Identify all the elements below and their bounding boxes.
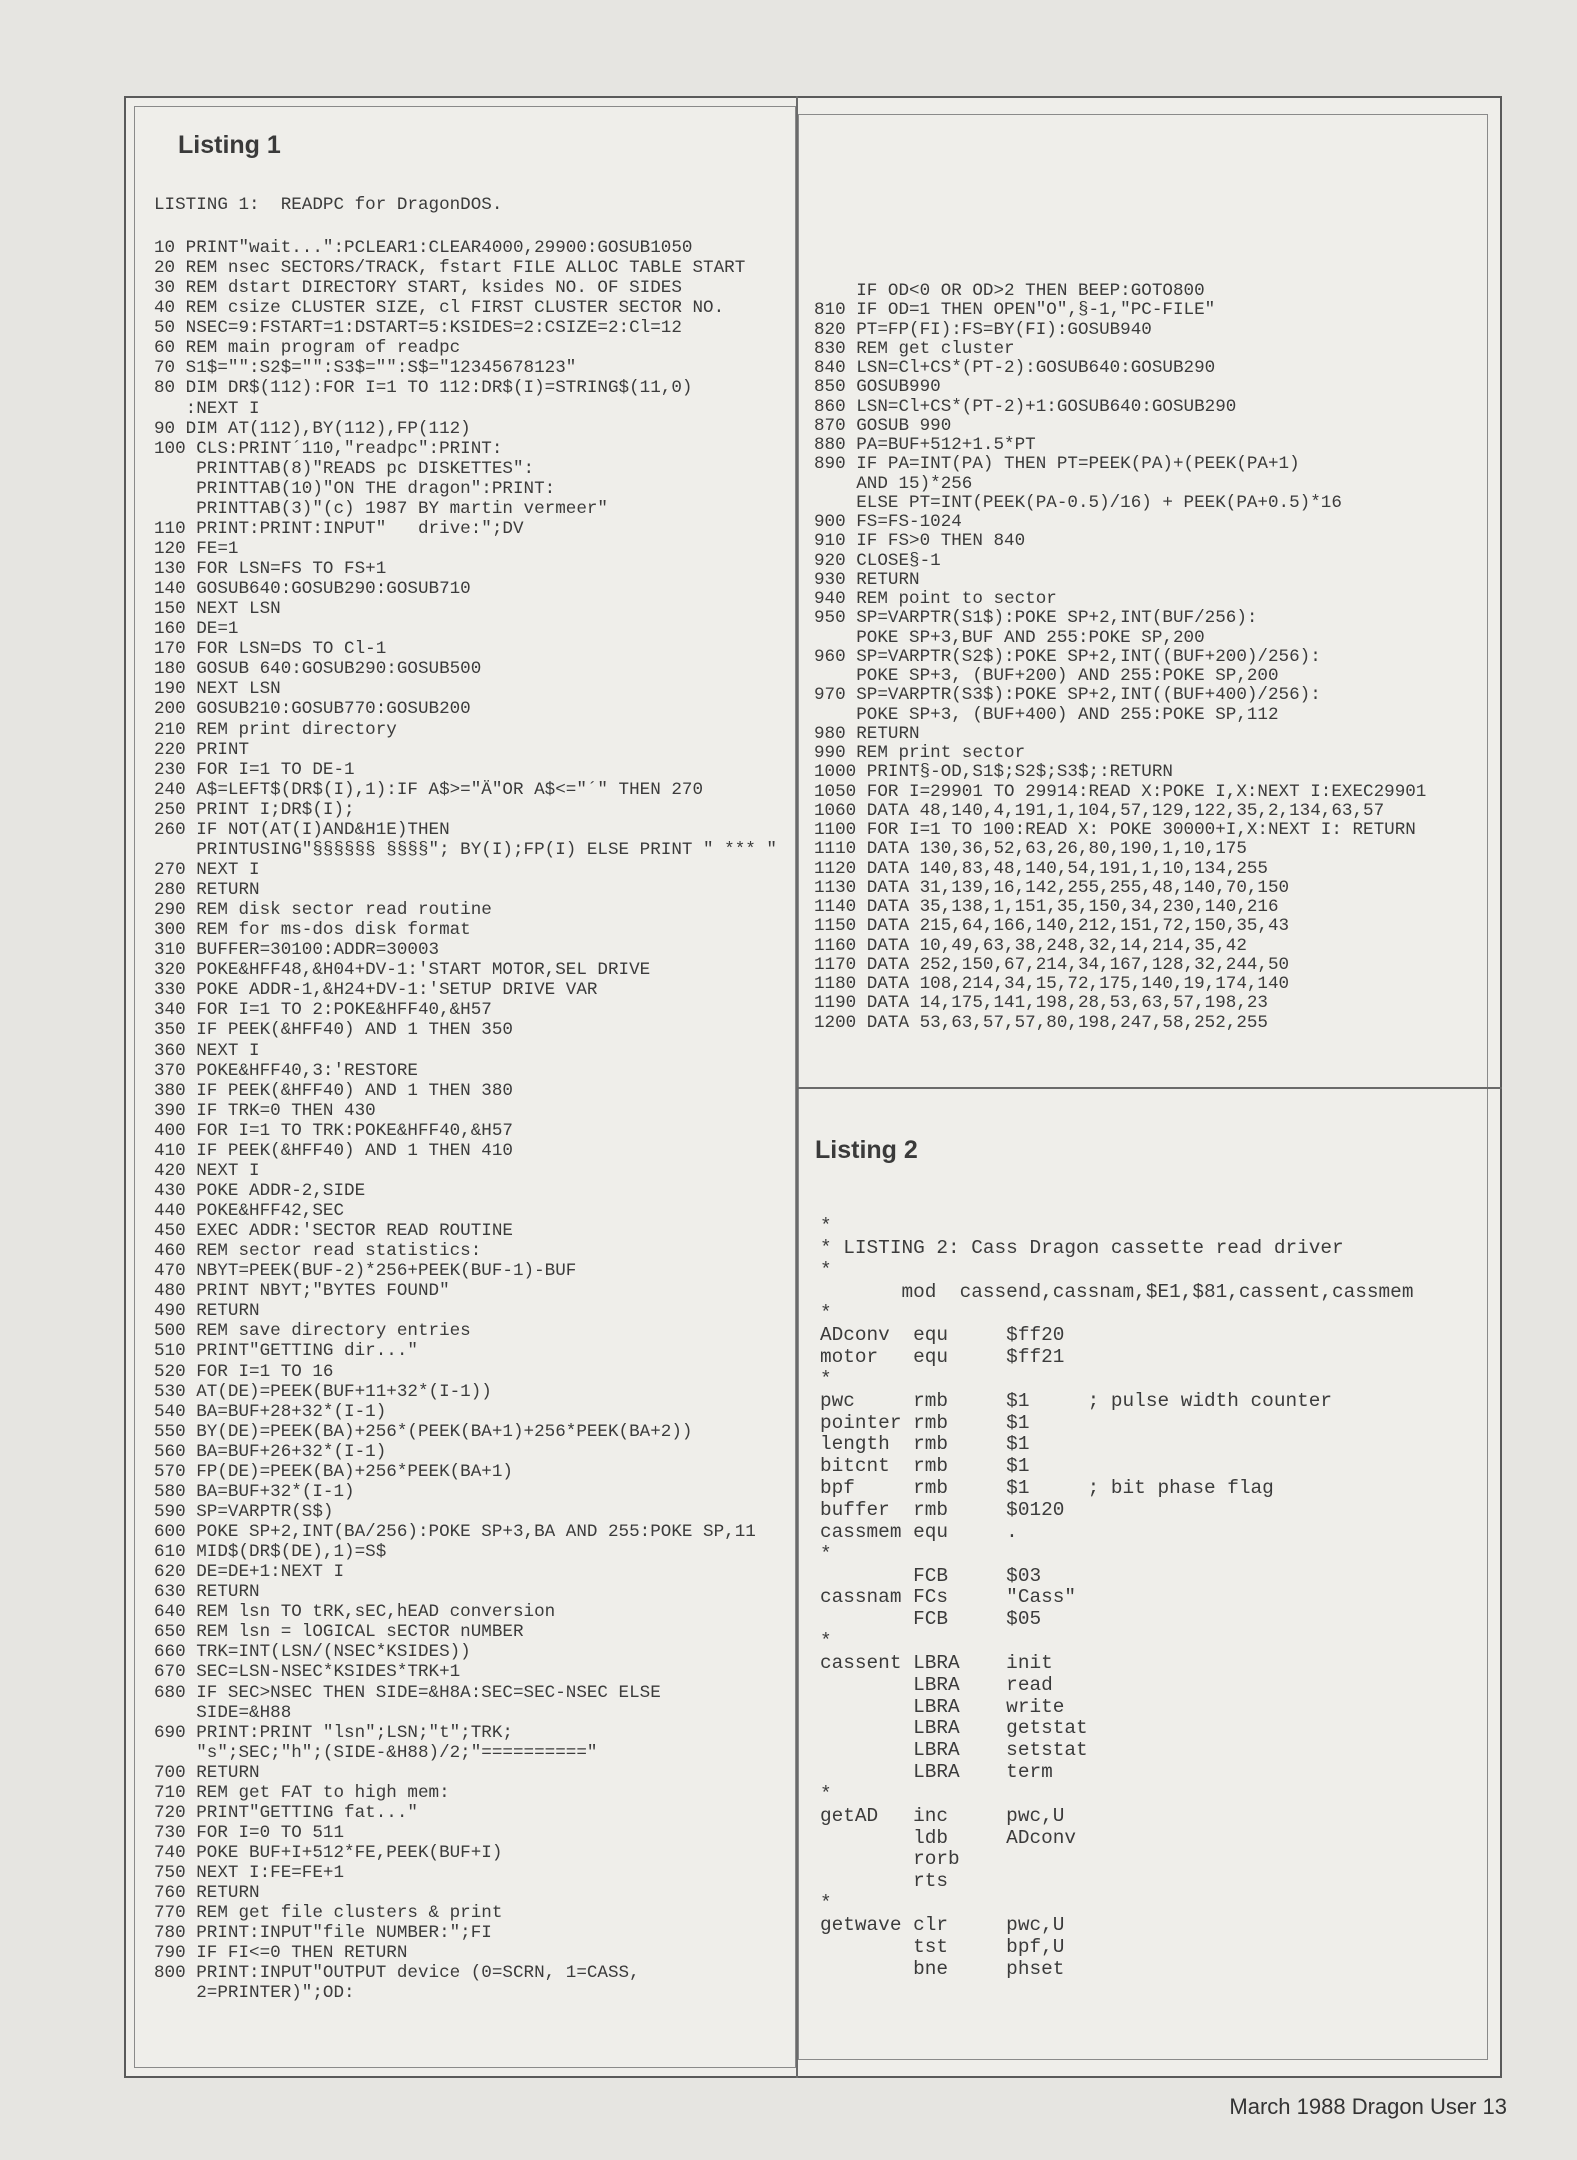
asm-line: length rmb $1 (820, 1433, 1030, 1456)
code-line: 350 IF PEEK(&HFF40) AND 1 THEN 350 (154, 1020, 513, 1041)
code-line: 750 NEXT I:FE=FE+1 (154, 1863, 345, 1884)
code-line: 690 PRINT:PRINT "lsn";LSN;"t";TRK; (154, 1722, 513, 1743)
code-line: 850 GOSUB990 (814, 377, 941, 398)
code-line: 720 PRINT"GETTING fat..." (154, 1802, 418, 1823)
asm-line: * (820, 1258, 832, 1281)
asm-line: bne phset (820, 1957, 1065, 1980)
code-line: 1170 DATA 252,150,67,214,34,167,128,32,244,50 (814, 954, 1290, 975)
code-line: 440 POKE&HFF42,SEC (154, 1201, 345, 1221)
section-divider (798, 1087, 1502, 1089)
code-line: 940 REM point to sector (814, 589, 1057, 609)
code-line: 590 SP=VARPTR(S$) (154, 1501, 334, 1522)
code-line: 20 REM nsec SECTORS/TRACK, fstart FILE ALLOC TABLE START (154, 258, 746, 279)
code-line: 330 POKE ADDR-1,&H24+DV-1:'SETUP DRIVE VAR (154, 980, 598, 1001)
code-line: 120 FE=1 (154, 538, 239, 559)
code-line: 990 REM print sector (814, 743, 1026, 763)
listing-1-heading: Listing 1 (178, 131, 281, 159)
code-line: 980 RETURN (814, 723, 920, 744)
asm-line: tst bpf,U (820, 1935, 1065, 1958)
asm-line: LBRA term (820, 1761, 1053, 1784)
code-line: 570 FP(DE)=PEEK(BA)+256*PEEK(BA+1) (154, 1461, 513, 1482)
code-line: 270 NEXT I (154, 859, 260, 880)
code-line: 950 SP=VARPTR(S1$):POKE SP+2,INT(BUF/256): (814, 608, 1258, 629)
code-line: 840 LSN=Cl+CS*(PT-2):GOSUB640:GOSUB290 (814, 358, 1216, 378)
code-line: 130 FOR LSN=FS TO FS+1 (154, 559, 387, 579)
code-line: 1110 DATA 130,36,52,63,26,80,190,1,10,175 (814, 839, 1247, 860)
code-line: 190 NEXT LSN (154, 679, 281, 700)
code-line: 870 GOSUB 990 (814, 415, 952, 436)
code-line: 1050 FOR I=29901 TO 29914:READ X:POKE I,X:NEXT I:EXEC29901 (814, 781, 1427, 802)
code-line: 150 NEXT LSN (154, 599, 281, 620)
asm-line: * (820, 1542, 832, 1565)
code-line: 140 GOSUB640:GOSUB290:GOSUB710 (154, 579, 471, 600)
asm-line: ADconv equ $ff20 (820, 1324, 1065, 1347)
code-line: 910 IF FS>0 THEN 840 (814, 531, 1026, 552)
asm-line: LBRA getstat (820, 1717, 1088, 1740)
code-line: 160 DE=1 (154, 619, 239, 640)
code-line: 1100 FOR I=1 TO 100:READ X: POKE 30000+I,X:NEXT I: RETURN (814, 820, 1416, 840)
code-line: 240 A$=LEFT$(DR$(I),1):IF A$>="Ä"OR A$<="´" THEN 270 (154, 779, 704, 800)
listing-2-code (820, 1216, 1413, 1981)
code-line: 70 S1$="":S2$="":S3$="":S$="12345678123" (154, 358, 577, 379)
code-line: 550 BY(DE)=PEEK(BA)+256*(PEEK(BA+1)+256*PEEK(BA+2)) (154, 1421, 693, 1442)
code-line: 60 REM main program of readpc (154, 338, 461, 359)
code-line: 500 REM save directory entries (154, 1321, 471, 1342)
code-line: 1000 PRINT§-OD,S1$;S2$;S3$;:RETURN (814, 762, 1173, 783)
code-line: 1120 DATA 140,83,48,140,54,191,1,10,134,255 (814, 858, 1268, 879)
code-line: 1200 DATA 53,63,57,57,80,198,247,58,252,255 (814, 1012, 1268, 1033)
code-line: 40 REM csize CLUSTER SIZE, cl FIRST CLUSTER SECTOR NO. (154, 298, 725, 319)
asm-line: mod cassend,cassnam,$E1,$81,cassent,cassmem (820, 1280, 1414, 1303)
code-line: 790 IF FI<=0 THEN RETURN (154, 1943, 408, 1964)
code-line: 10 PRINT"wait...":PCLEAR1:CLEAR4000,29900:GOSUB1050 (154, 238, 693, 258)
code-line: 420 NEXT I (154, 1160, 260, 1181)
asm-line: LBRA write (820, 1695, 1065, 1718)
page-footer: March 1988 Dragon User 13 (1229, 2094, 1507, 2119)
asm-line: ldb ADconv (820, 1826, 1076, 1849)
code-line: 650 REM lsn = lOGICAL sECTOR nUMBER (154, 1622, 524, 1643)
code-line: PRINTTAB(3)"(c) 1987 BY martin vermeer" (154, 498, 608, 519)
asm-line: cassent LBRA init (820, 1651, 1053, 1674)
listing-1-code (154, 238, 777, 2004)
code-line: POKE SP+3,BUF AND 255:POKE SP,200 (814, 627, 1205, 648)
asm-line: rorb (820, 1848, 960, 1871)
code-line: 310 BUFFER=30100:ADDR=30003 (154, 940, 440, 961)
code-line: 220 PRINT (154, 739, 250, 760)
code-line: 180 GOSUB 640:GOSUB290:GOSUB500 (154, 659, 482, 680)
code-line: 760 RETURN (154, 1883, 260, 1904)
code-line: 260 IF NOT(AT(I)AND&H1E)THEN (154, 819, 450, 840)
code-line: 290 REM disk sector read routine (154, 900, 492, 921)
code-line: 460 REM sector read statistics: (154, 1241, 482, 1262)
code-line: SIDE=&H88 (154, 1702, 292, 1723)
code-line: 600 POKE SP+2,INT(BA/256):POKE SP+3,BA AND 255:POKE SP,11 (154, 1522, 756, 1542)
code-line: 640 REM lsn TO tRK,sEC,hEAD conversion (154, 1602, 556, 1623)
code-line: 920 CLOSE§-1 (814, 550, 941, 571)
code-line: 1180 DATA 108,214,34,15,72,175,140,19,174,140 (814, 974, 1290, 994)
code-line: 510 PRINT"GETTING dir..." (154, 1341, 418, 1362)
code-line: 860 LSN=Cl+CS*(PT-2)+1:GOSUB640:GOSUB290 (814, 396, 1237, 417)
code-line: 960 SP=VARPTR(S2$):POKE SP+2,INT((BUF+200)/256): (814, 646, 1321, 667)
code-line: 700 RETURN (154, 1762, 260, 1783)
code-line: 50 NSEC=9:FSTART=1:DSTART=5:KSIDES=2:CSIZE=2:Cl=12 (154, 318, 682, 339)
code-line: 1160 DATA 10,49,63,38,248,32,14,214,35,42 (814, 935, 1247, 956)
asm-line: rts (820, 1870, 948, 1893)
code-line: 470 NBYT=PEEK(BUF-2)*256+PEEK(BUF-1)-BUF (154, 1261, 577, 1282)
code-line: 540 BA=BUF+28+32*(I-1) (154, 1401, 387, 1422)
code-line: 320 POKE&HFF48,&H04+DV-1:'START MOTOR,SEL DRIVE (154, 960, 651, 981)
code-line: 670 SEC=LSN-NSEC*KSIDES*TRK+1 (154, 1662, 461, 1683)
asm-line: * (820, 1215, 832, 1237)
code-line: 1150 DATA 215,64,166,140,212,151,72,150,35,43 (814, 916, 1290, 937)
asm-line: bpf rmb $1 ; bit phase flag (820, 1477, 1274, 1500)
code-line: 710 REM get FAT to high mem: (154, 1782, 450, 1803)
code-line: 680 IF SEC>NSEC THEN SIDE=&H8A:SEC=SEC-NSEC ELSE (154, 1682, 661, 1703)
code-line: 630 RETURN (154, 1582, 260, 1603)
code-line: 450 EXEC ADDR:'SECTOR READ ROUTINE (154, 1221, 513, 1242)
asm-line: FCB $05 (820, 1608, 1042, 1631)
code-line: 820 PT=FP(FI):FS=BY(FI):GOSUB940 (814, 319, 1152, 340)
code-line: 380 IF PEEK(&HFF40) AND 1 THEN 380 (154, 1080, 513, 1101)
code-line: 770 REM get file clusters & print (154, 1903, 503, 1924)
code-line: :NEXT I (154, 398, 260, 419)
code-line: 730 FOR I=0 TO 511 (154, 1822, 345, 1843)
code-line: 580 BA=BUF+32*(I-1) (154, 1481, 355, 1502)
asm-line: getwave clr pwc,U (820, 1914, 1065, 1936)
code-line: 1190 DATA 14,175,141,198,28,53,63,57,198,23 (814, 993, 1268, 1014)
code-line: 300 REM for ms-dos disk format (154, 920, 471, 941)
code-line: 30 REM dstart DIRECTORY START, ksides NO. OF SIDES (154, 278, 682, 299)
code-line: 400 FOR I=1 TO TRK:POKE&HFF40,&H57 (154, 1120, 513, 1141)
asm-line: cassmem equ . (820, 1520, 1018, 1543)
code-line: 280 RETURN (154, 880, 260, 900)
code-line: 90 DIM AT(112),BY(112),FP(112) (154, 418, 471, 439)
code-line: PRINTUSING"§§§§§§ §§§§"; BY(I);FP(I) ELSE PRINT " *** " (154, 839, 777, 860)
code-line: ELSE PT=INT(PEEK(PA-0.5)/16) + PEEK(PA+0.5)*16 (814, 492, 1342, 513)
code-line: 200 GOSUB210:GOSUB770:GOSUB200 (154, 699, 471, 720)
code-line: 430 POKE ADDR-2,SIDE (154, 1180, 366, 1201)
code-line: 80 DIM DR$(112):FOR I=1 TO 112:DR$(I)=STRING$(11,0) (154, 378, 693, 399)
code-line: POKE SP+3, (BUF+200) AND 255:POKE SP,200 (814, 666, 1279, 686)
asm-line: cassnam FCs "Cass" (820, 1586, 1076, 1609)
code-line: 530 AT(DE)=PEEK(BUF+11+32*(I-1)) (154, 1381, 492, 1402)
code-line: 390 IF TRK=0 THEN 430 (154, 1100, 376, 1121)
code-line: 610 MID$(DR$(DE),1)=S$ (154, 1542, 387, 1563)
code-line: 520 FOR I=1 TO 16 (154, 1361, 334, 1382)
code-line: 360 NEXT I (154, 1040, 260, 1061)
asm-line: pwc rmb $1 ; pulse width counter (820, 1389, 1332, 1412)
code-line: 250 PRINT I;DR$(I); (154, 799, 355, 820)
asm-line: pointer rmb $1 (820, 1411, 1030, 1434)
code-line: 410 IF PEEK(&HFF40) AND 1 THEN 410 (154, 1140, 513, 1161)
code-line: 370 POKE&HFF40,3:'RESTORE (154, 1060, 418, 1081)
code-line: 340 FOR I=1 TO 2:POKE&HFF40,&H57 (154, 1000, 492, 1021)
code-line: "s";SEC;"h";(SIDE-&H88)/2;"==========" (154, 1742, 598, 1763)
asm-line: LBRA setstat (820, 1739, 1088, 1762)
code-line: 560 BA=BUF+26+32*(I-1) (154, 1441, 387, 1462)
code-line: 900 FS=FS-1024 (814, 512, 962, 532)
asm-line: LBRA read (820, 1673, 1053, 1696)
code-line: 210 REM print directory (154, 719, 397, 740)
asm-line: bitcnt rmb $1 (820, 1455, 1030, 1478)
code-line: 930 RETURN (814, 569, 920, 590)
code-line: 880 PA=BUF+512+1.5*PT (814, 435, 1036, 455)
asm-line: buffer rmb $0120 (820, 1498, 1065, 1521)
listing-2-heading: Listing 2 (815, 1136, 918, 1164)
code-line: AND 15)*256 (814, 473, 973, 494)
code-line: 490 RETURN (154, 1301, 260, 1322)
code-line: 830 REM get cluster (814, 338, 1015, 359)
code-line: PRINTTAB(10)"ON THE dragon":PRINT: (154, 478, 556, 499)
code-line: 620 DE=DE+1:NEXT I (154, 1562, 345, 1583)
code-line: 810 IF OD=1 THEN OPEN"O",§-1,"PC-FILE" (814, 300, 1216, 321)
asm-line: * (820, 1302, 832, 1325)
asm-line: * (820, 1630, 832, 1653)
code-line: 1060 DATA 48,140,4,191,1,104,57,129,122,35,2,134,63,57 (814, 800, 1385, 821)
code-line: 1140 DATA 35,138,1,151,35,150,34,230,140,216 (814, 897, 1279, 917)
asm-line: motor equ $ff21 (820, 1346, 1065, 1369)
code-line: 740 POKE BUF+I+512*FE,PEEK(BUF+I) (154, 1843, 503, 1863)
code-line: 800 PRINT:INPUT"OUTPUT device (0=SCRN, 1=CASS, (154, 1963, 640, 1984)
asm-line: * (820, 1367, 832, 1390)
code-line: 660 TRK=INT(LSN/(NSEC*KSIDES)) (154, 1642, 471, 1663)
code-line: 170 FOR LSN=DS TO Cl-1 (154, 639, 387, 660)
code-line: 780 PRINT:INPUT"file NUMBER:";FI (154, 1923, 492, 1944)
asm-line: * (820, 1892, 832, 1915)
listing-1-header-line: LISTING 1: READPC for DragonDOS. (154, 195, 503, 215)
code-line: 2=PRINTER)";OD: (154, 1983, 355, 2004)
code-line: 480 PRINT NBYT;"BYTES FOUND" (154, 1281, 450, 1302)
code-line: 110 PRINT:PRINT:INPUT" drive:";DV (154, 518, 524, 539)
code-line: 230 FOR I=1 TO DE-1 (154, 759, 355, 780)
asm-line: FCB $03 (820, 1564, 1042, 1587)
code-line: PRINTTAB(8)"READS pc DISKETTES": (154, 458, 535, 479)
code-line: IF OD<0 OR OD>2 THEN BEEP:GOTO800 (814, 281, 1205, 301)
asm-line: * (820, 1782, 832, 1805)
code-line: POKE SP+3, (BUF+400) AND 255:POKE SP,112 (814, 704, 1279, 725)
listing-1-code-continued (814, 282, 1426, 1033)
code-line: 970 SP=VARPTR(S3$):POKE SP+2,INT((BUF+400)/256): (814, 685, 1321, 706)
code-line: 100 CLS:PRINT´110,"readpc":PRINT: (154, 438, 503, 459)
asm-line: getAD inc pwc,U (820, 1804, 1065, 1827)
code-line: 890 IF PA=INT(PA) THEN PT=PEEK(PA)+(PEEK(PA+1) (814, 454, 1300, 475)
asm-line: * LISTING 2: Cass Dragon cassette read driver (820, 1236, 1344, 1259)
code-line: 1130 DATA 31,139,16,142,255,255,48,140,70,150 (814, 877, 1290, 898)
